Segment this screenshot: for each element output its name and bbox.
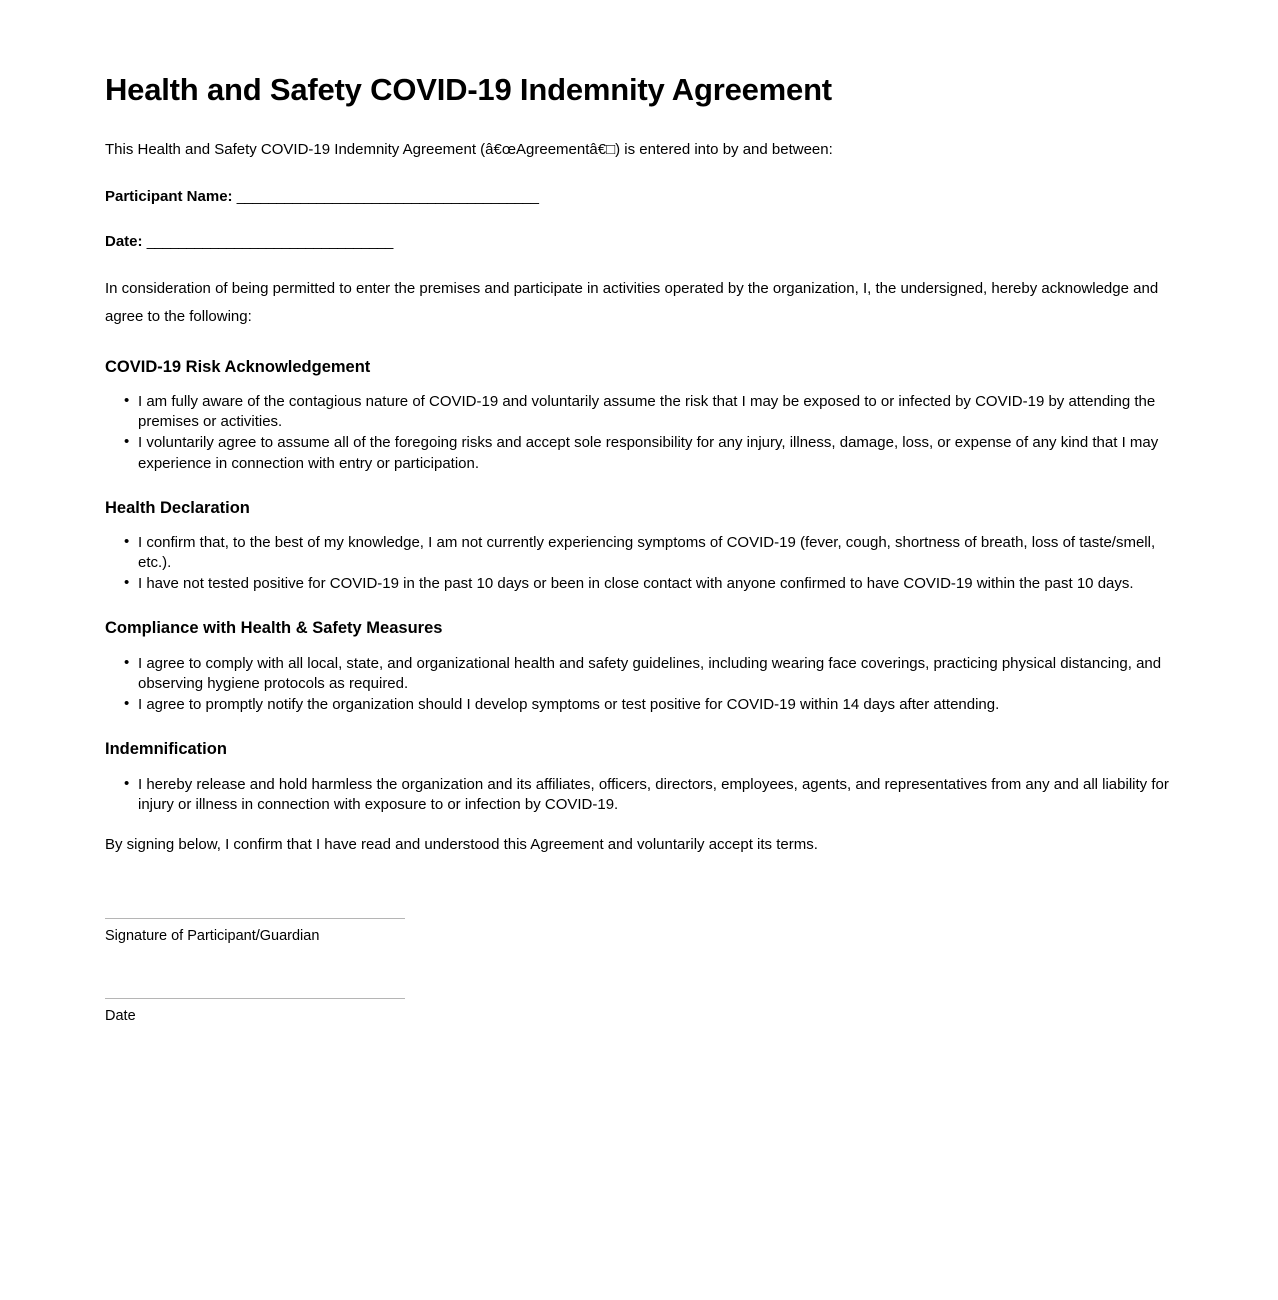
intro-paragraph: This Health and Safety COVID-19 Indemnity Agreement (â€œAgreementâ€□) is entered into by and between: xyxy=(105,140,833,158)
participant-name-label: Participant Name: xyxy=(105,188,233,206)
date-field-row xyxy=(105,231,1180,254)
list-item: • I voluntarily agree to assume all of the foregoing risks and accept sole responsibility for any injury, illness, damage, loss, or expense of any kind that I may experience in connection with entry or participation. xyxy=(138,433,1180,473)
consideration-paragraph: In consideration of being permitted to enter the premises and participate in activities operated by the organization, I, the undersigned, hereby acknowledge and agree to the following: xyxy=(105,280,1159,326)
date-label: Date: xyxy=(105,232,143,250)
closing-paragraph: By signing below, I confirm that I have read and understood this Agreement and voluntarily accept its terms. xyxy=(105,835,818,853)
signature-participant-group xyxy=(105,918,1180,946)
list-item: • I confirm that, to the best of my knowledge, I am not currently experiencing symptoms of COVID-19 (fever, cough, shortness of breath, loss of taste/smell, etc.). xyxy=(138,533,1180,573)
section-heading: COVID-19 Risk Acknowledgement xyxy=(105,357,371,376)
signature-date-line[interactable] xyxy=(105,998,405,999)
signature-line[interactable] xyxy=(105,918,405,919)
signature-block xyxy=(105,918,1180,1027)
section-health-declaration xyxy=(105,498,1180,595)
section-bullet-list xyxy=(105,533,1180,594)
section-compliance-with-health-and-safety-measures xyxy=(105,618,1180,715)
section-covid-19-risk-acknowledgement xyxy=(105,357,1180,474)
date-blank[interactable]: _______________________________ xyxy=(146,232,393,250)
page-title: Health and Safety COVID-19 Indemnity Agreement xyxy=(105,72,832,107)
section-bullet-list xyxy=(105,775,1180,815)
list-item: • I agree to promptly notify the organization should I develop symptoms or test positive for COVID-19 within 14 days after attending. xyxy=(138,695,1180,715)
list-item: • I hereby release and hold harmless the organization and its affiliates, officers, directors, employees, agents, and representatives from any and all liability for injury or illness in connection with exposure to or infection by COVID-19. xyxy=(138,775,1180,815)
participant-name-field-row xyxy=(105,186,1180,209)
section-bullet-list xyxy=(105,654,1180,715)
list-item: • I agree to comply with all local, state, and organizational health and safety guidelines, including wearing face coverings, practicing physical distancing, and observing hygiene protocols as required. xyxy=(138,654,1180,694)
section-heading: Indemnification xyxy=(105,740,227,759)
section-heading: Compliance with Health & Safety Measures xyxy=(105,619,443,638)
participant-name-blank[interactable]: ______________________________________ xyxy=(236,188,539,206)
signature-date-caption: Date xyxy=(105,1008,136,1025)
list-item: • I am fully aware of the contagious nature of COVID-19 and voluntarily assume the risk that I may be exposed to or infected by COVID-19 by attending the premises or activities. xyxy=(138,392,1180,432)
signature-caption: Signature of Participant/Guardian xyxy=(105,927,320,944)
signature-date-group xyxy=(105,998,1180,1026)
section-indemnification xyxy=(105,739,1180,815)
section-bullet-list xyxy=(105,392,1180,473)
section-heading: Health Declaration xyxy=(105,498,250,517)
list-item: • I have not tested positive for COVID-19 in the past 10 days or been in close contact with anyone confirmed to have COVID-19 within the past 10 days. xyxy=(138,574,1180,594)
